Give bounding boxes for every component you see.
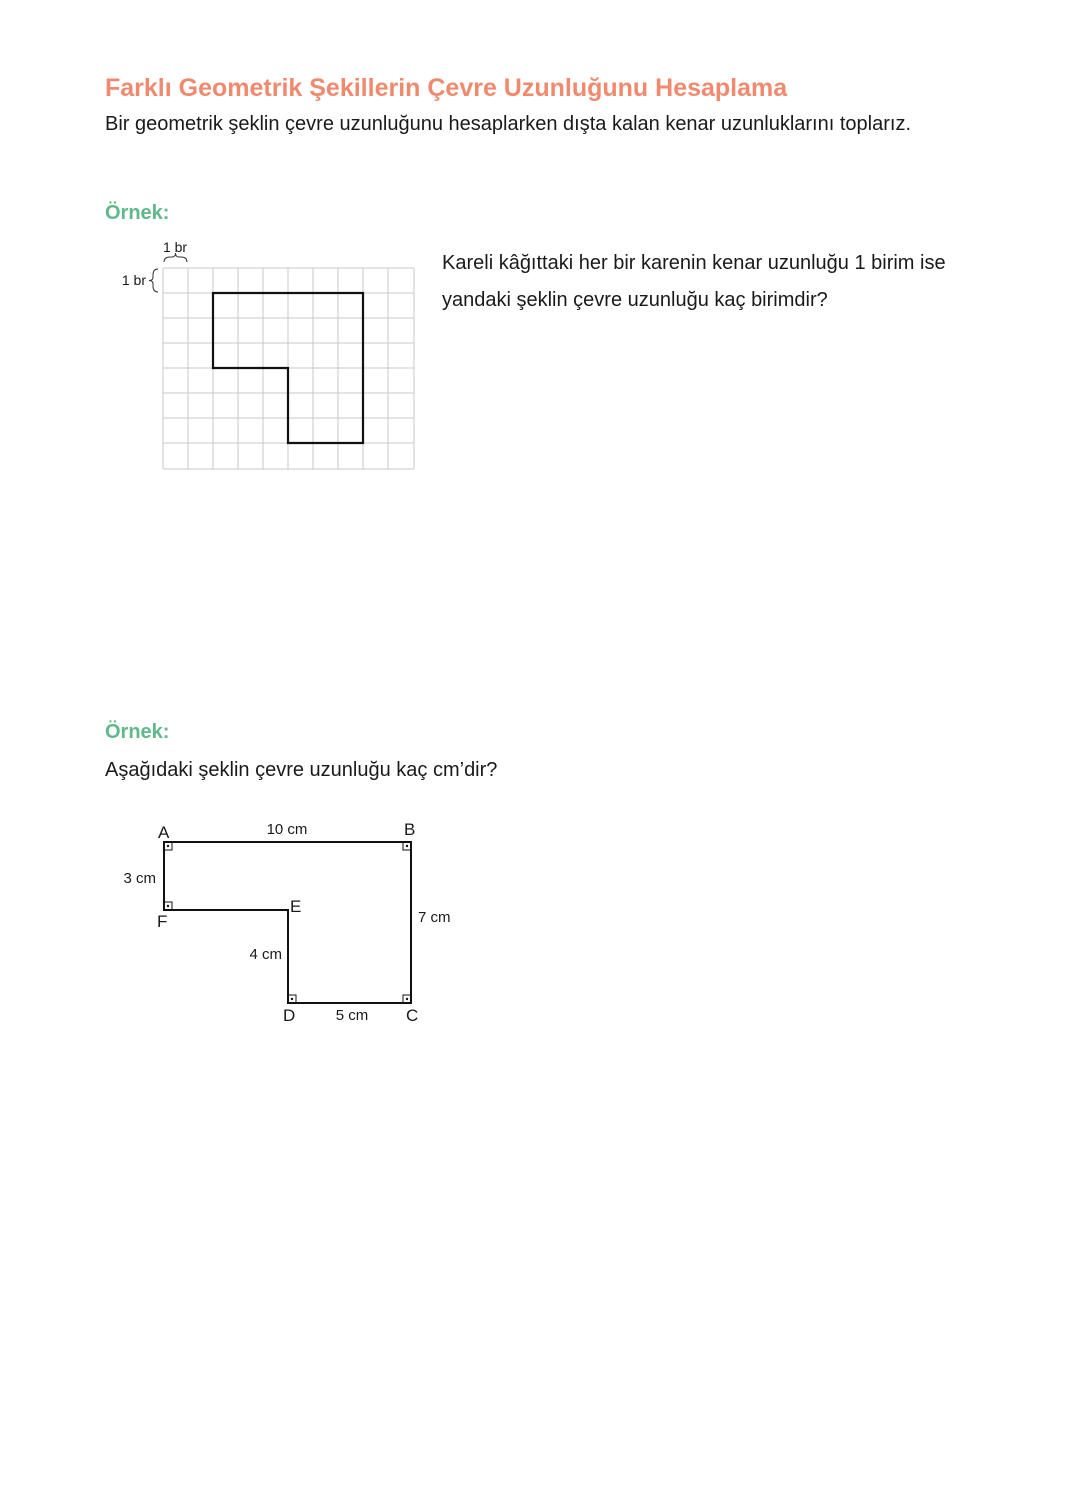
example2-heading: Örnek: <box>105 721 170 743</box>
intro-text: Bir geometrik şeklin çevre uzunluğunu hesaplarken dışta kalan kenar uzunluklarını toplarız. <box>105 113 911 135</box>
vertex-label-e: E <box>290 897 302 916</box>
length-label-de: 4 cm <box>249 946 282 963</box>
page-title: Farklı Geometrik Şekillerin Çevre Uzunluğunu Hesaplama <box>105 74 788 102</box>
unit-label-left: 1 br <box>121 272 146 288</box>
vertex-label-d: D <box>283 1006 296 1025</box>
length-label-af: 3 cm <box>123 870 156 887</box>
example1-heading: Örnek: <box>105 202 170 224</box>
vertex-label-a: A <box>158 823 170 842</box>
unit-label-top: 1 br <box>162 239 188 255</box>
grid-figure <box>105 232 425 477</box>
left-brace-icon <box>149 269 158 292</box>
vertex-label-f: F <box>157 912 168 931</box>
example1-question: Kareli kâğıttaki her bir karenin kenar uzunluğu 1 birim ise yandaki şeklin çevre uzunluğu kaç birimdir? <box>442 252 946 311</box>
polygon-outline <box>164 842 411 1003</box>
length-label-ab: 10 cm <box>266 821 308 838</box>
vertex-label-c: C <box>406 1006 419 1025</box>
vertex-label-b: B <box>404 820 416 839</box>
polygon-figure <box>105 812 465 1032</box>
length-label-bc: 7 cm <box>418 909 451 926</box>
example2-question: Aşağıdaki şeklin çevre uzunluğu kaç cm’dir? <box>105 759 498 781</box>
length-label-dc: 5 cm <box>335 1007 369 1024</box>
